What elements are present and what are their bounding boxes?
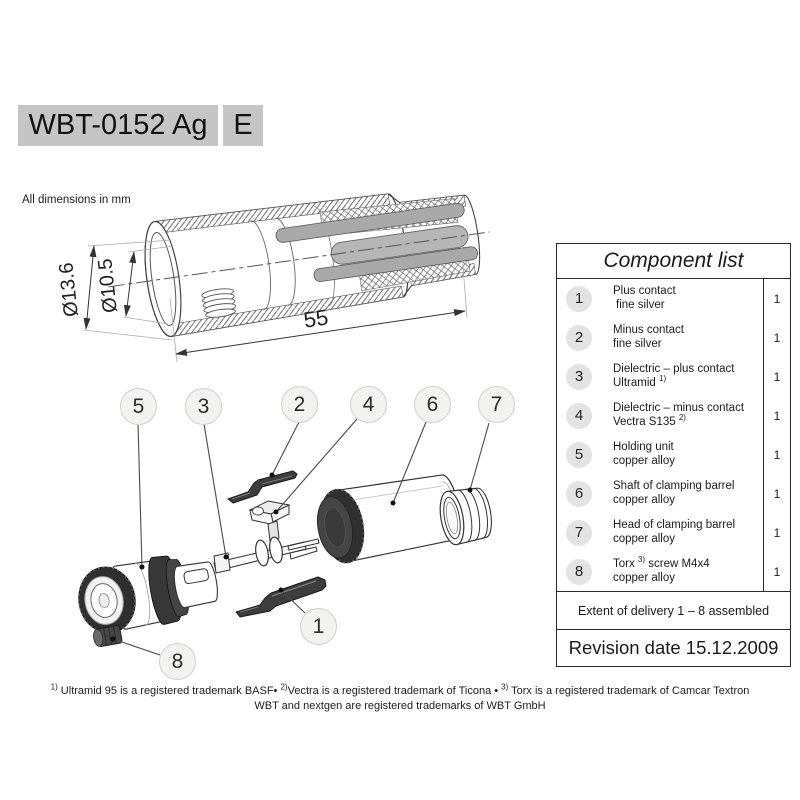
component-name-sup: 3) <box>637 555 646 565</box>
trademark-footnote <box>0 684 800 714</box>
component-qty: 1 <box>763 396 790 435</box>
balloon-3-label: 3 <box>197 394 210 418</box>
component-material-sup: 1) <box>659 373 667 383</box>
component-material: fine silver <box>616 298 665 311</box>
balloon-5 <box>120 388 157 425</box>
component-name: Holding unit <box>613 441 674 453</box>
component-description <box>592 285 763 312</box>
footnote-text-2: Vectra is a registered trademark of Ticona • <box>287 685 502 697</box>
footnote-line-1 <box>0 684 800 699</box>
component-list-table <box>556 243 791 667</box>
component-row-8 <box>557 552 790 591</box>
component-number-badge <box>566 403 592 429</box>
dimension-outer-diameter <box>55 246 94 329</box>
component-material: fine silver <box>613 337 662 350</box>
component-row-2 <box>557 318 790 357</box>
component-description <box>592 324 763 351</box>
balloon-2 <box>281 386 318 423</box>
component-material: copper alloy <box>613 493 676 506</box>
component-material: copper alloy <box>613 532 676 545</box>
footnote-text-3: Torx is a registered trademark of Camcar Textron <box>508 685 750 697</box>
revision-letter: E <box>233 109 253 141</box>
balloon-1 <box>300 608 337 645</box>
dim-length-label: 55 <box>301 304 330 333</box>
footnote-sup-1: 1) <box>50 682 58 692</box>
dimension-inner-diameter <box>94 252 134 316</box>
balloon-4 <box>350 386 387 423</box>
component-name: Torx <box>613 558 638 570</box>
component-description <box>592 555 763 585</box>
component-number-badge <box>566 364 592 390</box>
balloon-7 <box>478 386 515 423</box>
part-holding-unit <box>74 547 223 638</box>
footnote-line-2: WBT and nextgen are registered trademarks of WBT GmbH <box>254 700 546 712</box>
footnote-sup-3: 3) <box>501 682 509 692</box>
component-qty: 1 <box>763 357 790 396</box>
extent-of-delivery: Extent of delivery 1 – 8 assembled <box>557 591 790 629</box>
product-title: WBT-0152 Ag <box>28 109 208 141</box>
balloon-3 <box>185 388 222 425</box>
component-name: Minus contact <box>613 324 684 336</box>
component-row-6 <box>557 474 790 513</box>
dimensions-note: All dimensions in mm <box>22 194 131 206</box>
part-minus-contact <box>228 471 297 503</box>
component-name: Head of clamping barrel <box>613 519 736 531</box>
badge-label: 4 <box>574 407 584 424</box>
component-material: copper alloy <box>613 454 676 467</box>
dim-outer-label: Ø13.6 <box>55 261 83 318</box>
component-material: copper alloy <box>613 571 676 584</box>
part-dielectric-plus <box>214 536 319 573</box>
badge-label: 3 <box>574 368 584 385</box>
component-number-badge <box>566 325 592 351</box>
assembled-view <box>100 175 498 345</box>
component-name-post: screw M4x4 <box>645 558 710 570</box>
badge-label: 5 <box>574 446 584 463</box>
part-dielectric-minus <box>250 501 289 541</box>
badge-label: 6 <box>574 485 584 502</box>
dim-inner-label: Ø10.5 <box>94 257 122 314</box>
component-row-3 <box>557 357 790 396</box>
balloon-6 <box>414 386 451 423</box>
balloon-8 <box>159 643 196 680</box>
balloon-8-label: 8 <box>171 649 184 673</box>
component-name: Dielectric – plus contact <box>613 363 735 375</box>
component-name: Plus contact <box>613 285 676 297</box>
component-row-1 <box>557 279 790 318</box>
badge-label: 8 <box>574 563 584 580</box>
balloon-1-label: 1 <box>312 614 325 638</box>
component-number-badge <box>566 520 592 546</box>
component-row-4 <box>557 396 790 435</box>
balloon-7-label: 7 <box>490 392 503 416</box>
badge-label: 2 <box>574 329 584 346</box>
component-number-badge <box>566 559 592 585</box>
component-qty: 1 <box>763 474 790 513</box>
component-material: Ultramid <box>613 376 660 389</box>
component-qty: 1 <box>763 552 790 591</box>
balloon-5-label: 5 <box>132 394 145 418</box>
revision-date: Revision date 15.12.2009 <box>557 629 790 666</box>
component-qty: 1 <box>763 279 790 318</box>
component-description <box>592 402 763 429</box>
component-description <box>592 480 763 507</box>
component-name: Shaft of clamping barrel <box>613 480 735 492</box>
component-number-badge <box>566 442 592 468</box>
component-number-badge <box>566 286 592 312</box>
component-description <box>592 363 763 390</box>
set-screw-thread <box>201 287 237 319</box>
component-row-5 <box>557 435 790 474</box>
badge-label: 1 <box>574 290 584 307</box>
balloon-4-label: 4 <box>362 392 375 416</box>
balloon-6-label: 6 <box>426 392 439 416</box>
component-description <box>592 441 763 468</box>
badge-label: 7 <box>574 524 584 541</box>
component-material: Vectra S135 <box>613 415 679 428</box>
component-material-sup: 2) <box>678 412 686 422</box>
footnote-text-1: Ultramid 95 is a registered trademark BASF• <box>57 685 281 697</box>
component-list-title: Component list <box>557 244 790 279</box>
component-qty: 1 <box>763 513 790 552</box>
component-name: Dielectric – minus contact <box>613 402 745 414</box>
component-qty: 1 <box>763 318 790 357</box>
component-row-7 <box>557 513 790 552</box>
component-description <box>592 519 763 546</box>
component-number-badge <box>566 481 592 507</box>
balloon-2-label: 2 <box>293 392 306 416</box>
footnote-sup-2: 2) <box>280 682 288 692</box>
component-qty: 1 <box>763 435 790 474</box>
